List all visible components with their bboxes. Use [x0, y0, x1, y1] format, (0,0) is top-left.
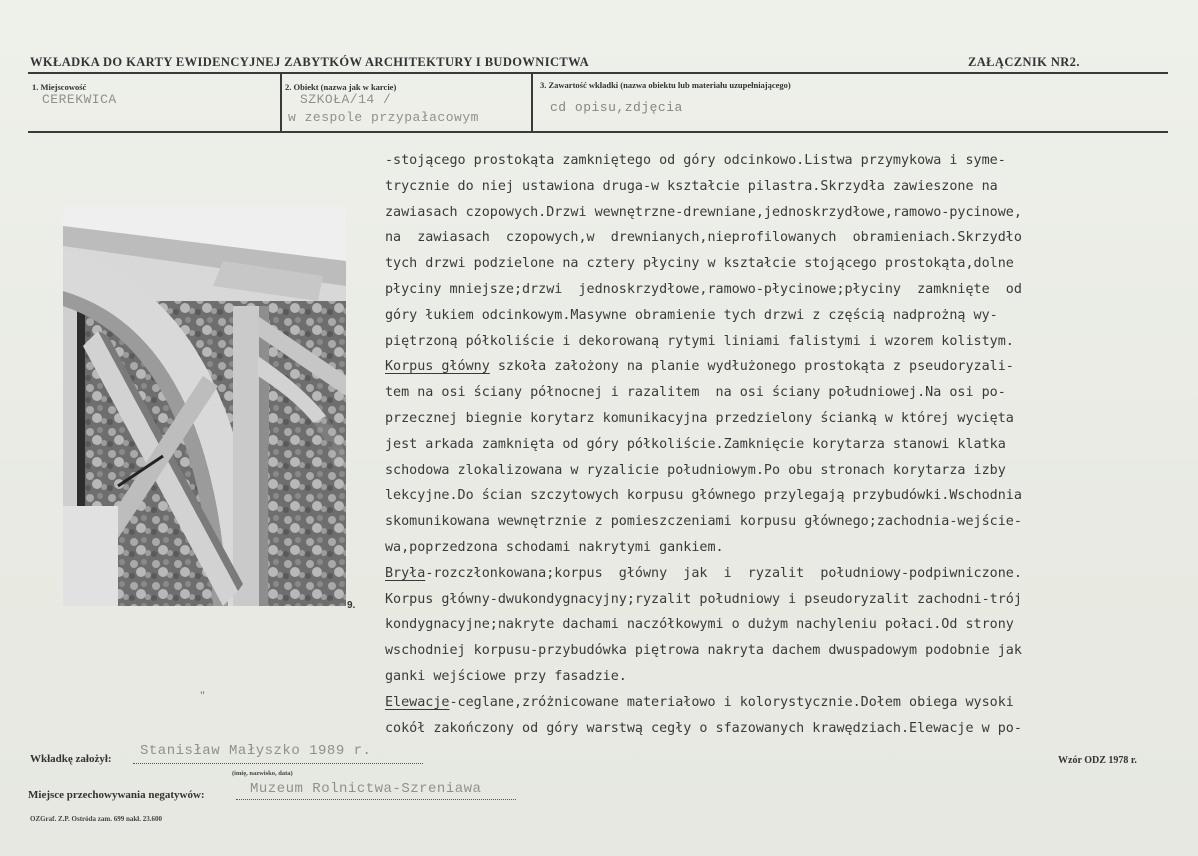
text-line — [385, 200, 1175, 226]
text-line — [385, 612, 1175, 638]
text-line — [385, 561, 1175, 587]
text-line — [385, 406, 1175, 432]
text-line-content: -rozczłonkowana;korpus główny jak i ryzalit południowy-podpiwniczone. — [425, 565, 1022, 581]
text-line-content: piętrzoną półkoliście i dekorowaną rytymi liniami falistymi i wzorem kolistym. — [385, 333, 1014, 349]
text-line-content: przecznej biegnie korytarz komunikacyjna przedzielony ścianką w której wycięta — [385, 410, 1014, 426]
text-line-content: wschodniej korpusu-przybudówka piętrowa nakryta dachem dwuspadowym podobnie jak — [385, 643, 1022, 659]
card-title: WKŁADKA DO KARTY EWIDENCYJNEJ ZABYTKÓW ARCHITEKTURY I BUDOWNICTWA — [30, 55, 590, 69]
made-by-hint: (imię, nazwisko, data) — [232, 770, 293, 777]
field-divider-1 — [280, 74, 282, 131]
text-line — [385, 225, 1175, 251]
text-line-content: -stojącego prostokąta zamkniętego od góry odcinkowo.Listwa przymykowa i syme- — [385, 153, 1006, 168]
made-by-label: Wkładkę założył: — [30, 753, 112, 765]
text-line-content: lekcyjne.Do ścian szczytowych korpusu głównego przylegają przybudówki.Wschodnia — [385, 488, 1022, 504]
text-line — [385, 638, 1175, 664]
field-location-value: CEREKWICA — [42, 92, 117, 107]
text-line-content: płyciny mniejsze;drzwi jednoskrzydłowe,ramowo-płycinowe;płyciny zamknięte od — [385, 281, 1022, 297]
made-by-value: Stanisław Małyszko 1989 r. — [140, 743, 372, 759]
annex-number: ZAŁĄCZNIK NR2. — [968, 55, 1080, 69]
text-line — [385, 380, 1175, 406]
text-line-content: kondygnacyjne;nakryte dachami naczółkowymi o dużym nachyleniu połaci.Od strony — [385, 617, 1014, 633]
storage-line — [236, 799, 516, 800]
text-line — [385, 251, 1175, 277]
text-line-content: jest arkada zamknięta od góry półkoliście.Zamknięcie korytarza stanowi klatka — [385, 436, 1006, 452]
text-line-content: Korpus główny-dwukondygnacyjny;ryzalit południowy i pseudoryzalit zachodni-trój — [385, 591, 1022, 607]
text-line — [385, 664, 1175, 690]
description-text — [385, 148, 1175, 741]
section-heading: Korpus główny — [385, 359, 490, 375]
text-line-content: skomunikowana wewnętrznie z pomieszczeniami korpusu głównego;zachodnia-wejście- — [385, 514, 1022, 530]
text-line — [385, 587, 1175, 613]
stray-mark: " — [200, 688, 205, 702]
header-bottom-rule — [28, 131, 1168, 133]
header-top-rule — [28, 72, 1168, 74]
text-line — [385, 535, 1175, 561]
field-object-label: 2. Obiekt (nazwa jak w karcie) — [285, 82, 397, 92]
text-line-content: tem na osi ściany północnej i razalitem na osi ściany południowej.Na osi po- — [385, 385, 1006, 401]
text-line-content: -ceglane,zróżnicowane materiałowo i kolorystycznie.Dołem obiega wysoki — [449, 694, 1014, 710]
storage-label: Miejsce przechowywania negatywów: — [28, 789, 205, 801]
section-heading: Elewacje — [385, 694, 450, 710]
text-line — [385, 432, 1175, 458]
text-line-content: schodowa zlokalizowana w ryzalicie południowym.Po obu stronach korytarza izby — [385, 462, 1006, 478]
text-line — [385, 277, 1175, 303]
text-line — [385, 329, 1175, 355]
text-line-content: tych drzwi podzielone na cztery płyciny w kształcie stojącego prostokąta,dolne — [385, 256, 1014, 272]
text-line — [385, 303, 1175, 329]
porch-bracket-photo — [63, 206, 346, 606]
storage-value: Muzeum Rolnictwa-Szreniawa — [250, 781, 482, 797]
text-line — [385, 690, 1175, 716]
text-line-content: na zawiasach czopowych,w drewnianych,nieprofilowanych obramieniach.Skrzydło — [385, 230, 1022, 246]
text-line — [385, 174, 1175, 200]
text-line — [385, 458, 1175, 484]
text-line-content: wa,poprzedzona schodami nakrytymi gankiem. — [385, 539, 724, 555]
print-note: OZGraf. Z.P. Ostróda zam. 699 nakł. 23.600 — [30, 815, 162, 823]
made-by-line — [133, 763, 423, 764]
text-line-content: szkoła założony na planie wydłużonego prostokąta z pseudoryzali- — [489, 359, 1014, 375]
field-object-value-line2: w zespole przypałacowym — [288, 110, 479, 125]
field-contents-label: 3. Zawartość wkładki (nazwa obiektu lub materiału uzupełniającego) — [540, 80, 791, 90]
photo-number: 9. — [347, 600, 356, 611]
text-line-content: zawiasach czopowych.Drzwi wewnętrzne-drewniane,jednoskrzydłowe,ramowo-pycinowe, — [385, 204, 1022, 220]
section-heading: Bryła — [385, 565, 426, 581]
form-id: Wzór ODZ 1978 r. — [1058, 755, 1137, 766]
text-line-content: trycznie do niej ustawiona druga-w kształcie pilastra.Skrzydła zawieszone na — [385, 178, 998, 194]
text-line-content: góry łukiem odcinkowym.Masywne obramienie tych drzwi z częścią nadprożną wy- — [385, 307, 998, 323]
field-object-value-line1: SZKOŁA/14 / — [300, 92, 392, 107]
text-line — [385, 716, 1175, 742]
text-line-content: cokół zakończony od góry warstwą cegły o sfazowanych krawędziach.Elewacje w po- — [385, 720, 1022, 736]
text-line — [385, 148, 1175, 174]
text-line-content: ganki wejściowe przy fasadzie. — [385, 668, 627, 684]
text-line — [385, 509, 1175, 535]
field-divider-2 — [531, 74, 533, 131]
text-line — [385, 483, 1175, 509]
field-location-label: 1. Miejscowość — [32, 82, 87, 92]
text-line — [385, 354, 1175, 380]
field-contents-value: cd opisu,zdjęcia — [550, 100, 683, 115]
